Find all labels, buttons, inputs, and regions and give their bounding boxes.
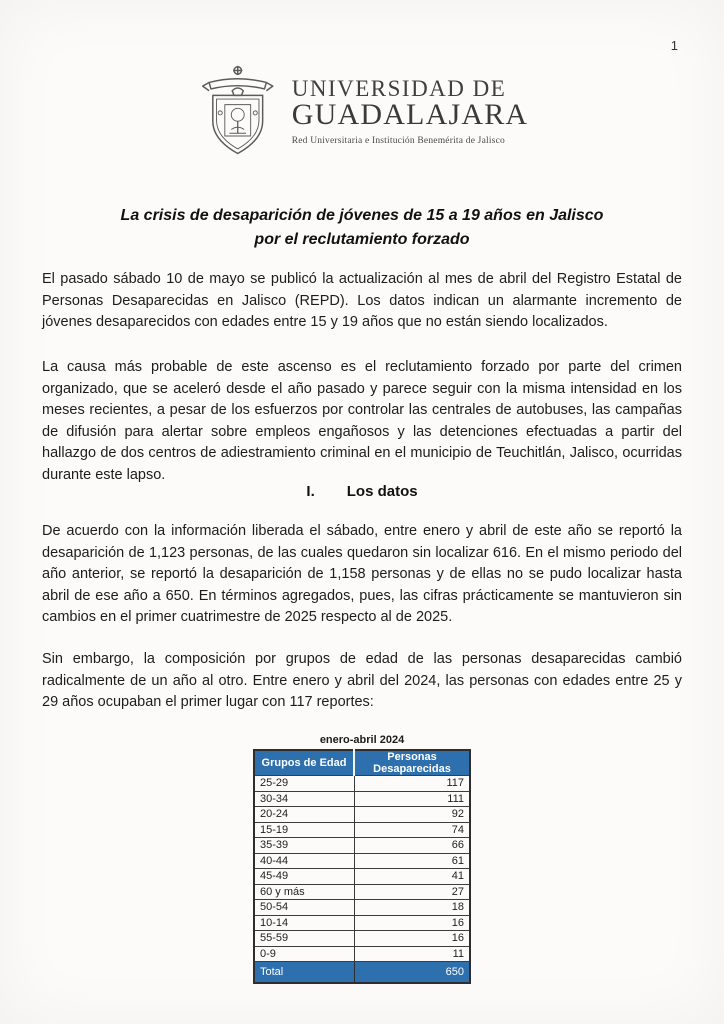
age-group-cell: 25-29 <box>254 776 354 792</box>
count-cell: 66 <box>354 838 470 854</box>
age-group-cell: 10-14 <box>254 915 354 931</box>
university-crest-logo <box>196 64 280 160</box>
paragraph-data-summary: De acuerdo con la información liberada el sábado, entre enero y abril de este año se reportó la desaparición de 1,123 personas, de las cuales quedaron sin localizar 616. En el mismo periodo del año anterior, se reportó la desaparición de 1,158 personas y de ellas no se pudo localizar hasta abril de ese año a 650. En términos agregados, pues, las cifras prácticamente se mantuvieron sin cambios en el primer cuatrimestre de 2025 respecto al de 2025. <box>42 523 682 626</box>
document-title-line1: La crisis de desaparición de jóvenes de 15 a 19 años en Jalisco <box>120 207 604 224</box>
table-row <box>254 869 470 885</box>
table-row <box>254 838 470 854</box>
table-row <box>254 946 470 962</box>
total-label-cell: Total <box>254 962 354 984</box>
total-row <box>254 962 470 984</box>
document-title <box>42 204 682 252</box>
paragraph-cause: La causa más probable de este ascenso es el reclutamiento forzado por parte del crimen organizado, que se aceleró desde el año pasado y parece seguir con la misma intensidad en los meses recientes, a pesar de los esfuerzos por controlar las centrales de autobuses, las campañas de difusión para alertar sobre empleos engañosos y las detenciones efectuadas a partir del hallazgo de dos centros de adiestramiento criminal en el municipio de Teuchitlán, Jalisco, ocurridas durante este lapso. <box>42 359 682 483</box>
age-group-cell: 20-24 <box>254 807 354 823</box>
table-row <box>254 884 470 900</box>
age-group-cell: 0-9 <box>254 946 354 962</box>
count-cell: 11 <box>354 946 470 962</box>
university-subtitle: Red Universitaria e Institución Benemérita de Jalisco <box>291 135 505 146</box>
table-row <box>254 853 470 869</box>
table-row <box>254 915 470 931</box>
section-numeral: I. <box>306 483 315 500</box>
count-cell: 117 <box>354 776 470 792</box>
age-groups-table <box>253 749 471 984</box>
count-cell: 18 <box>354 900 470 916</box>
table-row <box>254 931 470 947</box>
age-group-column-header: Grupos de Edad <box>254 750 354 776</box>
count-cell: 16 <box>354 931 470 947</box>
count-cell: 111 <box>354 791 470 807</box>
count-cell: 27 <box>354 884 470 900</box>
page-number: 1 <box>670 38 678 53</box>
disappeared-column-header: Personas Desaparecidas <box>354 750 470 776</box>
table-row <box>254 791 470 807</box>
table-header-row <box>254 750 470 776</box>
table-row <box>254 807 470 823</box>
university-wordmark <box>292 64 529 146</box>
count-cell: 74 <box>354 822 470 838</box>
age-group-cell: 50-54 <box>254 900 354 916</box>
university-name-line1: UNIVERSIDAD DE <box>291 76 507 101</box>
count-cell: 41 <box>354 869 470 885</box>
document-title-line2: por el reclutamiento forzado <box>254 231 470 248</box>
table-row <box>254 900 470 916</box>
age-group-cell: 30-34 <box>254 791 354 807</box>
age-group-cell: 35-39 <box>254 838 354 854</box>
age-group-cell: 55-59 <box>254 931 354 947</box>
count-cell: 92 <box>354 807 470 823</box>
section-title: Los datos <box>346 483 418 500</box>
table-title: enero-abril 2024 <box>319 734 405 746</box>
paragraph-intro: El pasado sábado 10 de mayo se publicó la actualización al mes de abril del Registro Estatal de Personas Desaparecidas en Jalisco (REPD). Los datos indican un alarmante incremento de jóvenes desaparecidos con edades entre 15 y 19 años que no están siendo localizados. <box>42 271 682 331</box>
age-group-cell: 40-44 <box>254 853 354 869</box>
section-heading <box>42 483 682 500</box>
total-value-cell: 650 <box>354 962 470 984</box>
paragraph-age-composition: Sin embargo, la composición por grupos de edad de las personas desaparecidas cambió radicalmente de un año al otro. Entre enero y abril del 2024, las personas con edades entre 25 y 29 años ocupaban el primer lugar con 117 reportes: <box>42 651 682 711</box>
age-table-block <box>253 734 471 984</box>
university-name-line2: GUADALAJARA <box>291 98 529 131</box>
table-row <box>254 822 470 838</box>
age-group-cell: 45-49 <box>254 869 354 885</box>
count-cell: 16 <box>354 915 470 931</box>
age-group-cell: 15-19 <box>254 822 354 838</box>
university-header <box>196 64 529 160</box>
count-cell: 61 <box>354 853 470 869</box>
table-row <box>254 776 470 792</box>
age-group-cell: 60 y más <box>254 884 354 900</box>
